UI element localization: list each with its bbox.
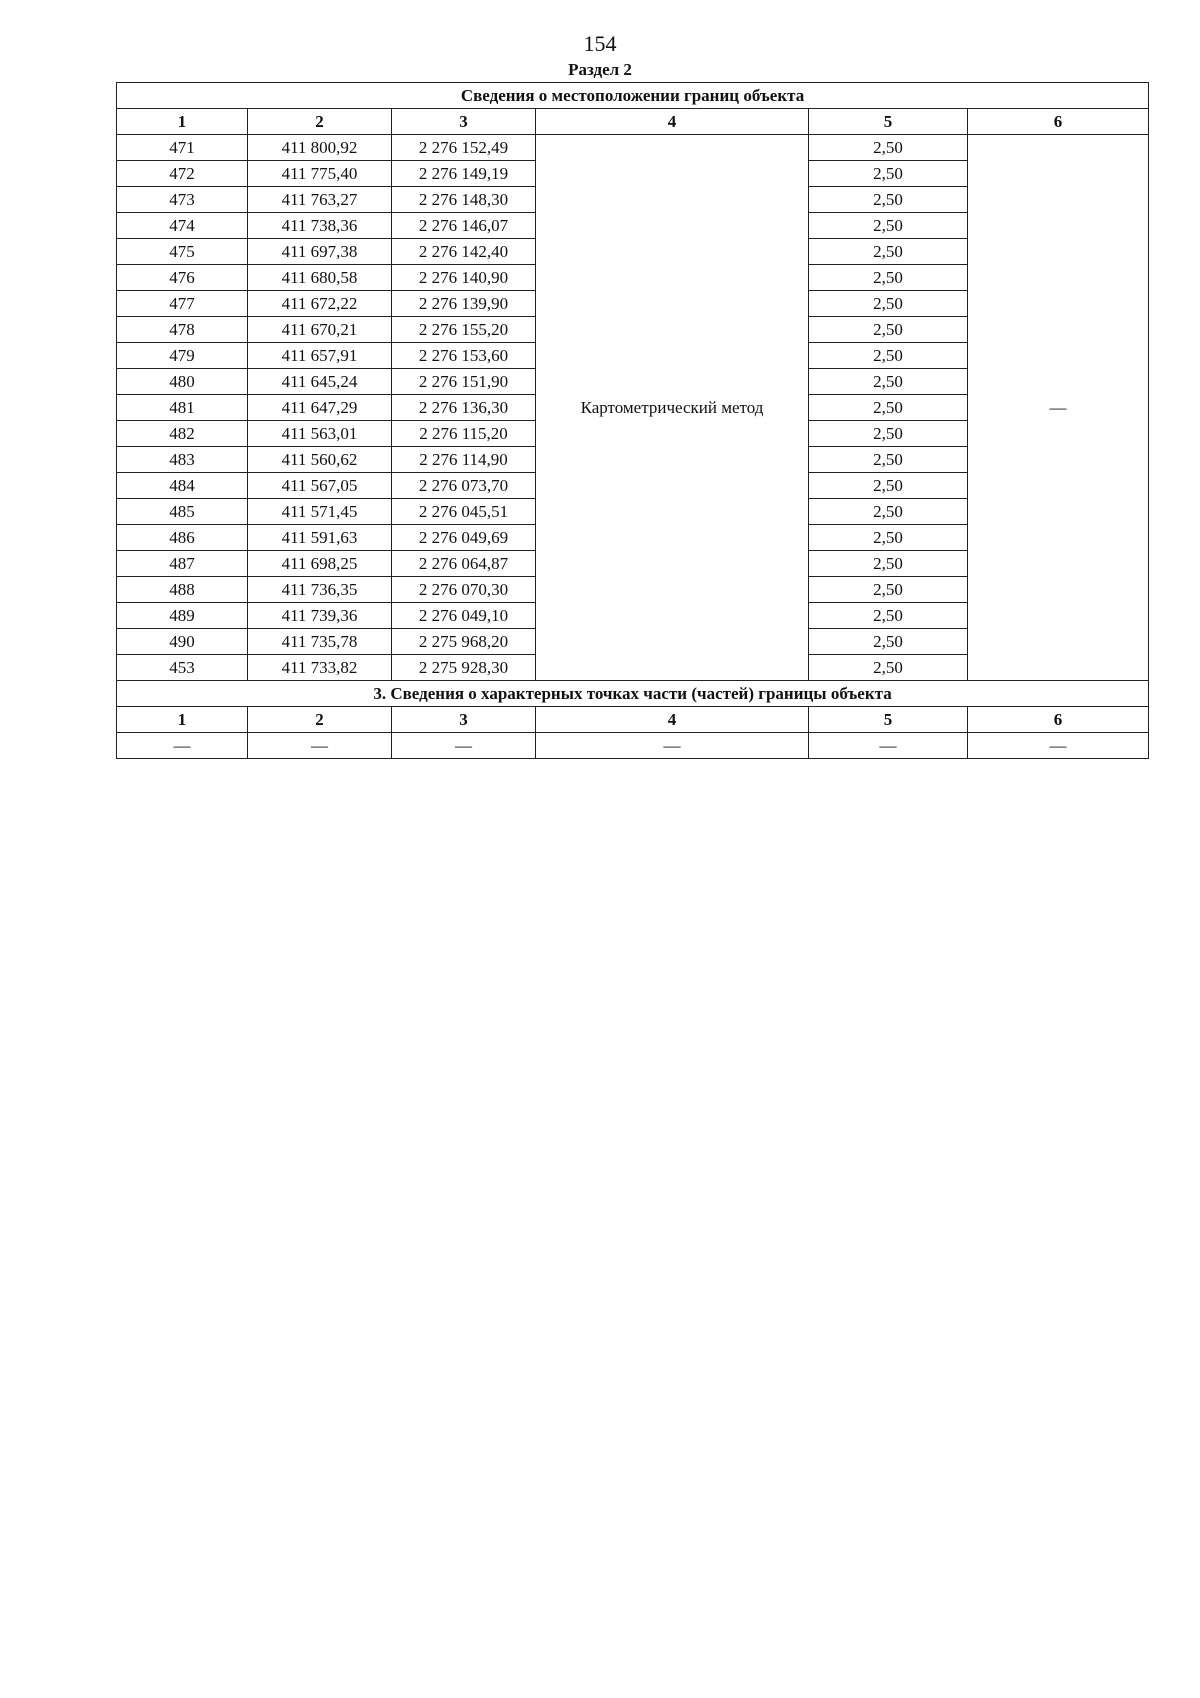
coordinate-x: 411 591,63: [248, 525, 392, 551]
parts-column-numbers-row: [117, 707, 1149, 733]
point-number: 473: [117, 187, 248, 213]
parts-cell-1: —: [117, 733, 248, 759]
point-number: 487: [117, 551, 248, 577]
coordinate-x: 411 571,45: [248, 499, 392, 525]
col-number-6: 6: [968, 109, 1149, 135]
coordinate-y: 2 276 073,70: [392, 473, 536, 499]
coordinate-x: 411 736,35: [248, 577, 392, 603]
accuracy: 2,50: [809, 161, 968, 187]
point-number: 481: [117, 395, 248, 421]
coordinate-x: 411 560,62: [248, 447, 392, 473]
coordinate-x: 411 563,01: [248, 421, 392, 447]
accuracy: 2,50: [809, 187, 968, 213]
point-number: 486: [117, 525, 248, 551]
point-number: 471: [117, 135, 248, 161]
parts-caption-row: [117, 681, 1149, 707]
point-number: 482: [117, 421, 248, 447]
coordinate-y: 2 276 148,30: [392, 187, 536, 213]
coordinate-x: 411 733,82: [248, 655, 392, 681]
col-number-3: 3: [392, 109, 536, 135]
parts-cell-5: —: [809, 733, 968, 759]
point-number: 490: [117, 629, 248, 655]
coordinate-x: 411 697,38: [248, 239, 392, 265]
point-number: 474: [117, 213, 248, 239]
accuracy: 2,50: [809, 135, 968, 161]
parts-col-number-1: 1: [117, 707, 248, 733]
accuracy: 2,50: [809, 421, 968, 447]
method-cell: Картометрический метод: [536, 135, 809, 681]
coordinate-x: 411 680,58: [248, 265, 392, 291]
coordinate-x: 411 735,78: [248, 629, 392, 655]
point-number: 453: [117, 655, 248, 681]
point-number: 484: [117, 473, 248, 499]
coordinate-y: 2 275 928,30: [392, 655, 536, 681]
point-number: 475: [117, 239, 248, 265]
coordinate-x: 411 657,91: [248, 343, 392, 369]
coordinate-y: 2 276 151,90: [392, 369, 536, 395]
parts-col-number-3: 3: [392, 707, 536, 733]
accuracy: 2,50: [809, 317, 968, 343]
coordinate-x: 411 763,27: [248, 187, 392, 213]
coordinate-x: 411 800,92: [248, 135, 392, 161]
page-number: 154: [583, 31, 617, 56]
coordinate-y: 2 275 968,20: [392, 629, 536, 655]
col-number-5: 5: [809, 109, 968, 135]
coordinate-x: 411 567,05: [248, 473, 392, 499]
parts-col-number-6: 6: [968, 707, 1149, 733]
accuracy: 2,50: [809, 291, 968, 317]
parts-cell-2: —: [248, 733, 392, 759]
parts-cell-6: —: [968, 733, 1149, 759]
description-cell: —: [968, 135, 1149, 681]
parts-cell-3: —: [392, 733, 536, 759]
point-number: 479: [117, 343, 248, 369]
coordinate-y: 2 276 153,60: [392, 343, 536, 369]
accuracy: 2,50: [809, 525, 968, 551]
accuracy: 2,50: [809, 213, 968, 239]
coordinate-y: 2 276 045,51: [392, 499, 536, 525]
coordinate-y: 2 276 149,19: [392, 161, 536, 187]
main-caption: Сведения о местоположении границ объекта: [117, 83, 1149, 109]
accuracy: 2,50: [809, 499, 968, 525]
parts-cell-4: —: [536, 733, 809, 759]
col-number-4: 4: [536, 109, 809, 135]
point-number: 477: [117, 291, 248, 317]
parts-caption: 3. Сведения о характерных точках части (частей) границы объекта: [117, 681, 1149, 707]
point-number: 483: [117, 447, 248, 473]
accuracy: 2,50: [809, 369, 968, 395]
parts-col-number-2: 2: [248, 707, 392, 733]
accuracy: 2,50: [809, 265, 968, 291]
accuracy: 2,50: [809, 603, 968, 629]
accuracy: 2,50: [809, 395, 968, 421]
accuracy: 2,50: [809, 577, 968, 603]
coordinate-y: 2 276 152,49: [392, 135, 536, 161]
point-number: 476: [117, 265, 248, 291]
coordinate-x: 411 647,29: [248, 395, 392, 421]
coordinate-y: 2 276 136,30: [392, 395, 536, 421]
coordinate-y: 2 276 114,90: [392, 447, 536, 473]
accuracy: 2,50: [809, 655, 968, 681]
point-number: 489: [117, 603, 248, 629]
parts-table-row: [117, 733, 1149, 759]
coordinate-x: 411 775,40: [248, 161, 392, 187]
column-numbers-row: [117, 109, 1149, 135]
main-caption-row: [117, 83, 1149, 109]
coordinate-y: 2 276 146,07: [392, 213, 536, 239]
accuracy: 2,50: [809, 447, 968, 473]
coordinate-x: 411 672,22: [248, 291, 392, 317]
coordinate-y: 2 276 049,10: [392, 603, 536, 629]
coordinate-y: 2 276 142,40: [392, 239, 536, 265]
coordinate-y: 2 276 139,90: [392, 291, 536, 317]
coordinate-x: 411 739,36: [248, 603, 392, 629]
coordinate-x: 411 738,36: [248, 213, 392, 239]
accuracy: 2,50: [809, 473, 968, 499]
point-number: 480: [117, 369, 248, 395]
point-number: 488: [117, 577, 248, 603]
coordinate-x: 411 670,21: [248, 317, 392, 343]
point-number: 472: [117, 161, 248, 187]
parts-col-number-5: 5: [809, 707, 968, 733]
coordinate-y: 2 276 155,20: [392, 317, 536, 343]
accuracy: 2,50: [809, 239, 968, 265]
parts-col-number-4: 4: [536, 707, 809, 733]
coordinate-y: 2 276 115,20: [392, 421, 536, 447]
col-number-1: 1: [117, 109, 248, 135]
coordinate-y: 2 276 049,69: [392, 525, 536, 551]
accuracy: 2,50: [809, 343, 968, 369]
point-number: 478: [117, 317, 248, 343]
coordinate-y: 2 276 070,30: [392, 577, 536, 603]
point-number: 485: [117, 499, 248, 525]
col-number-2: 2: [248, 109, 392, 135]
table-row: [117, 135, 1149, 161]
accuracy: 2,50: [809, 551, 968, 577]
coordinate-y: 2 276 064,87: [392, 551, 536, 577]
coordinate-x: 411 698,25: [248, 551, 392, 577]
boundary-table: [116, 82, 1149, 759]
accuracy: 2,50: [809, 629, 968, 655]
coordinate-x: 411 645,24: [248, 369, 392, 395]
section-title: Раздел 2: [568, 60, 632, 79]
coordinate-y: 2 276 140,90: [392, 265, 536, 291]
